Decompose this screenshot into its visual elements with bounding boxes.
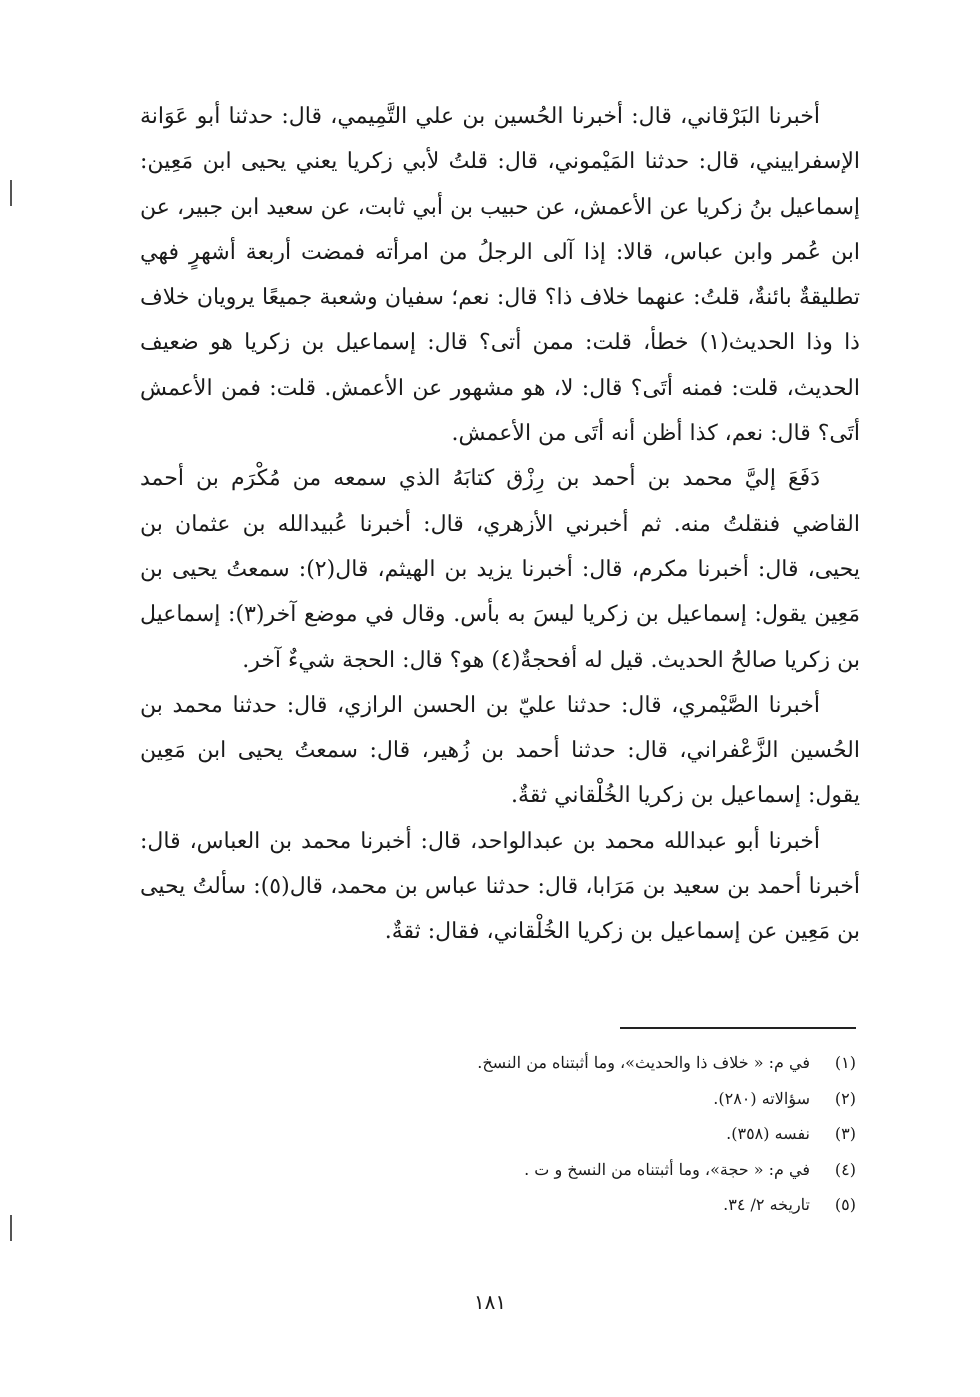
footnote-1 (300, 1045, 856, 1081)
footnote-text: في م: « حجة»، وما أثبتناه من النسخ و ت . (524, 1159, 810, 1179)
footnote-5 (300, 1187, 856, 1223)
footnote-text: سؤالاته (٢٨٠). (713, 1088, 810, 1108)
page-number: ١٨١ (473, 1290, 507, 1314)
paragraph-1: أخبرنا البَرْقاني، قال: أخبرنا الحُسين بن علي التَّمِيمي، قال: حدثنا أبو عَوَانة الإسفراييني، قال: حدثنا المَيْموني، قال: قلتُ لأبي زكريا يعني يحيى ابن مَعِين: إسماعيل بنُ زكريا عن الأعمش، عن حبيب بن أبي ثابت، عن سعيد ابن جبير، عن ابن عُمر وابن عباس، قالا: إذا آلى الرجلُ من امرأته فمضت أربعة أشهرٍ فهي تطليقةٌ بائنةٌ، قلتُ: عنهما خلاف ذا؟ قال: نعم؛ سفيان وشعبة جميعًا يرويان خلاف ذا وذا الحديث(١) خطأ، قلت: ممن أتى؟ قال: إسماعيل بن زكريا هو ضعيف الحديث، قلت: فمنه أتَى؟ قال: لا، هو مشهور عن الأعمش. قلت: فمن الأعمش أتَى؟ قال: نعم، كذا أظن أنه أتَى من الأعمش. (140, 104, 860, 447)
scan-margin-mark (10, 180, 12, 206)
footnote-text: في م: « خلاف ذا والحديث»، وما أثبتناه من النسخ. (477, 1053, 810, 1072)
paragraph-4: أخبرنا أبو عبدالله محمد بن عبدالواحد، قال: أخبرنا محمد بن العباس، قال: أخبرنا أحمد بن سعيد بن مَرَابا، قال: حدثنا عباس بن محمد، قال(٥): سألتُ يحيى بن مَعِين عن إسماعيل بن زكريا الخُلْقاني، فقال: ثقةٌ. (140, 828, 860, 945)
main-text (140, 94, 860, 955)
footnote-text: تاريخه ٢/ ٣٤. (723, 1195, 810, 1214)
footnote-number: (٥) (834, 1195, 856, 1214)
footnote-3 (300, 1116, 856, 1152)
footnote-text: نفسه (٣٥٨). (726, 1124, 810, 1143)
paragraph-3: أخبرنا الصَّيْمري، قال: حدثنا عليّ بن الحسن الرازي، قال: حدثنا محمد بن الحُسين الزَّعْفراني، قال: حدثنا أحمد بن زُهير، قال: سمعتُ يحيى ابن مَعِين يقول: إسماعيل بن زكريا الخُلْقاني ثقةٌ. (140, 692, 860, 809)
footnotes (300, 1045, 856, 1223)
footnote-4 (300, 1152, 856, 1188)
footnote-number: (٢) (834, 1088, 856, 1108)
scan-margin-mark (10, 1215, 12, 1241)
paragraph-2: دَفَعَ إليَّ محمد بن أحمد بن رِزْق كتابَهُ الذي سمعه من مُكْرَم بن أحمد القاضي فنقلتُ منه. ثم أخبرني الأزهري، قال: أخبرنا عُبيدالله بن عثمان بن يحيى، قال: أخبرنا مكرم، قال: أخبرنا يزيد بن الهيثم، قال(٢): سمعتُ يحيى بن مَعِين يقول: إسماعيل بن زكريا ليسَ به بأس. وقال في موضع آخر(٣): إسماعيل بن زكريا صالحُ الحديث. قيل له أفحجةٌ(٤) هو؟ قال: الحجة شيءٌ آخر. (140, 466, 861, 673)
footnote-number: (١) (834, 1053, 856, 1072)
footnote-number: (٤) (834, 1159, 856, 1179)
footnote-2 (300, 1081, 856, 1117)
footnote-number: (٣) (834, 1124, 856, 1143)
footnote-separator (620, 1027, 856, 1029)
